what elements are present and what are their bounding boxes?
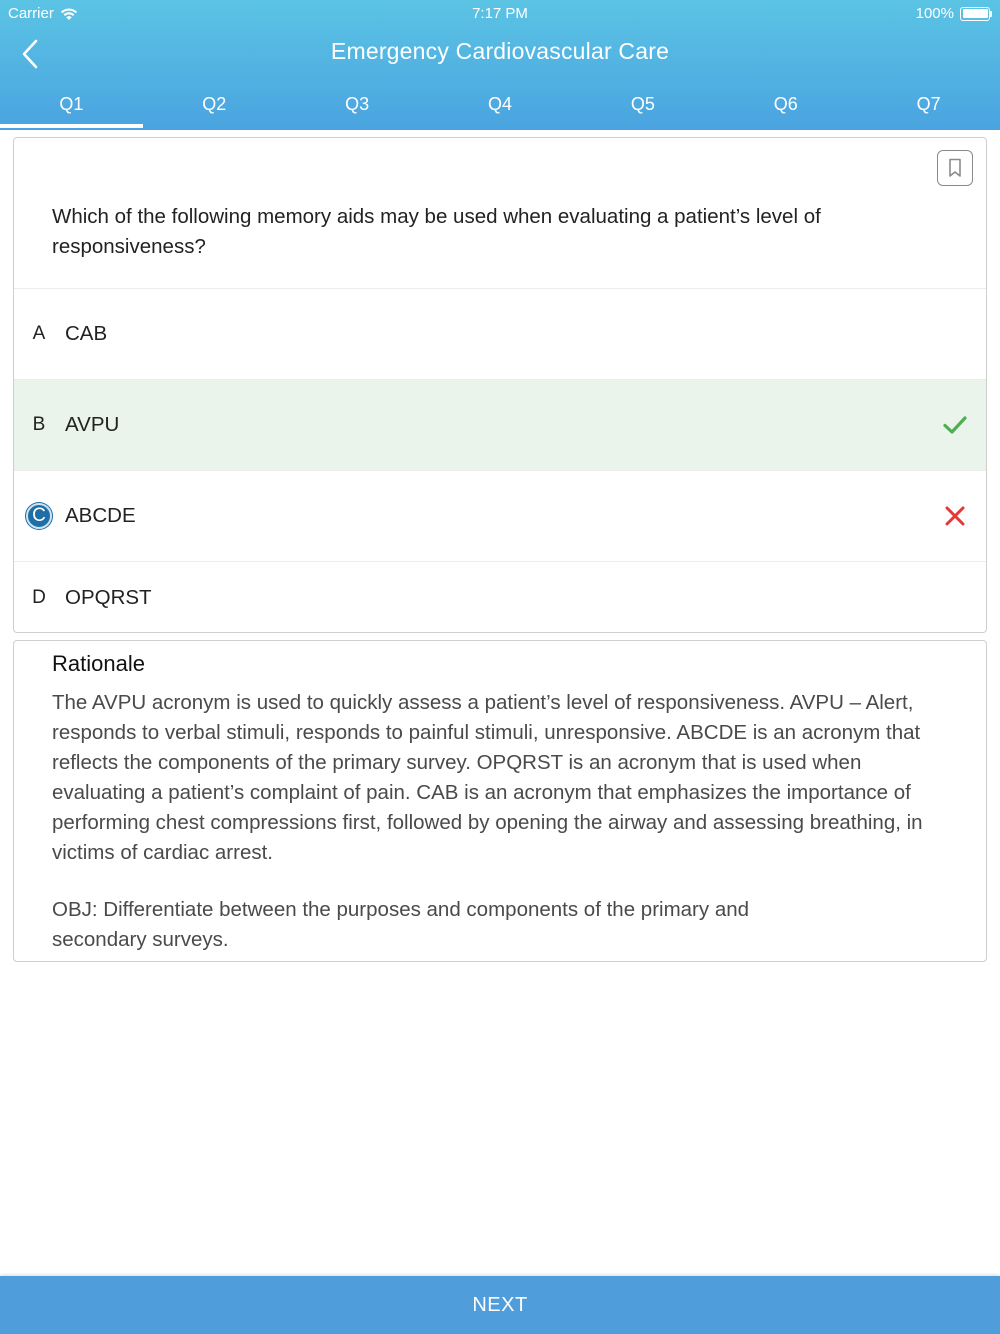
option-text: ABCDE (65, 504, 136, 527)
tab-q2[interactable]: Q2 (202, 94, 227, 114)
option-letter-selected: C (26, 503, 52, 529)
carrier-label: Carrier (8, 5, 54, 22)
tab-q7[interactable]: Q7 (916, 94, 941, 114)
next-button[interactable]: NEXT (0, 1276, 1000, 1334)
bookmark-button[interactable] (937, 150, 973, 186)
option-text: CAB (65, 322, 108, 345)
app-header (0, 0, 1000, 130)
rationale-title: Rationale (52, 651, 145, 676)
tab-q1[interactable]: Q1 (0, 80, 143, 130)
battery-percent: 100% (915, 5, 954, 22)
option-a[interactable] (14, 288, 987, 379)
battery-indicator (916, 5, 992, 22)
page-title: Emergency Cardiovascular Care (330, 38, 670, 64)
rationale-body: The AVPU acronym is used to quickly assess a patient’s level of responsiveness. AVPU – Alert, responds to verbal stimuli, responds to painful stimuli, unresponsive. ABCDE is an acronym that reflects the components of the primary survey. OPQRST is an acronym that is used when evaluating a patient’s complaint of pain. CAB is an acronym that emphasizes the importance of performing chest compressions first, followed by opening the airway and assessing breathing, in victims of cardiac arrest. (52, 691, 923, 864)
bookmark-icon (948, 158, 962, 178)
question-text: Which of the following memory aids may be used when evaluating a patient’s level of responsiveness? (52, 205, 821, 258)
option-text: OPQRST (65, 586, 152, 609)
option-c[interactable] (14, 470, 987, 561)
checkmark-icon (942, 412, 968, 438)
tab-q6[interactable]: Q6 (773, 94, 798, 114)
option-d[interactable] (14, 561, 987, 633)
option-letter: D (32, 587, 46, 608)
status-bar (0, 0, 1000, 28)
rationale-objective: OBJ: Differentiate between the purposes and components of the primary and secondary surveys. (52, 898, 750, 951)
question-card (13, 137, 987, 633)
tab-q3[interactable]: Q3 (345, 94, 370, 114)
option-letter: B (32, 414, 46, 435)
tab-q4[interactable]: Q4 (488, 94, 513, 114)
cross-icon (942, 503, 968, 529)
option-b[interactable] (14, 379, 987, 470)
status-time: 7:17 PM (472, 5, 528, 22)
question-tabs (0, 80, 1000, 130)
rationale-card (13, 640, 987, 962)
option-letter: A (32, 323, 46, 344)
tab-q5[interactable]: Q5 (630, 94, 655, 114)
battery-icon (960, 7, 990, 21)
option-text: AVPU (65, 413, 120, 436)
